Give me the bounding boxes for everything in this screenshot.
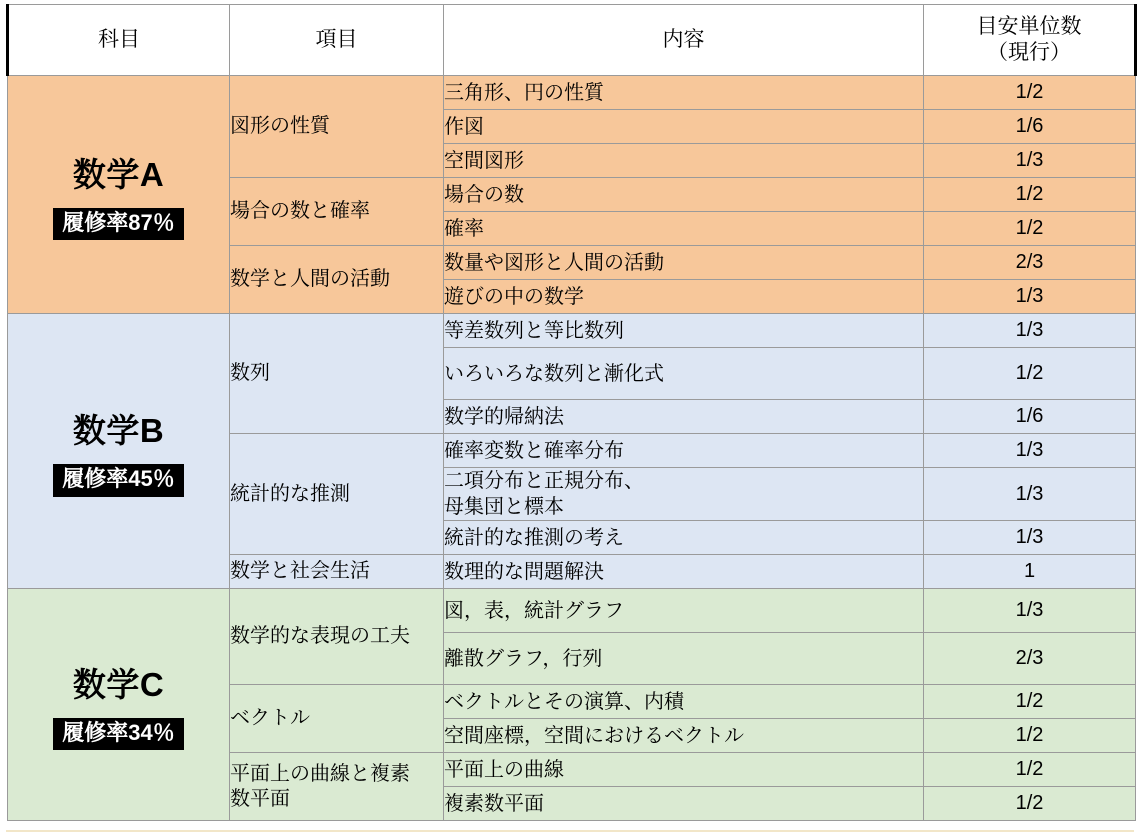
enrollment-rate-badge: 履修率45％ (53, 464, 183, 496)
curriculum-sheet (0, 4, 1140, 835)
credits-cell: 1/3 (924, 521, 1136, 555)
item-cell: 平面上の曲線と複素 数平面 (230, 753, 444, 821)
subject-name: 数学A (72, 155, 165, 193)
content-cell: 遊びの中の数学 (444, 280, 924, 314)
content-cell: 数理的な問題解決 (444, 555, 924, 589)
credits-cell: 1/2 (924, 178, 1136, 212)
credits-cell: 1/2 (924, 348, 1136, 400)
credits-cell: 2/3 (924, 633, 1136, 685)
header-subject: 科目 (8, 5, 230, 76)
content-cell: 平面上の曲線 (444, 753, 924, 787)
table-header (8, 5, 1136, 76)
item-cell: 数学と社会生活 (230, 555, 444, 589)
credits-cell: 2/3 (924, 246, 1136, 280)
credits-cell: 1/2 (924, 212, 1136, 246)
item-cell: 場合の数と確率 (230, 178, 444, 246)
bottom-rule (6, 830, 1134, 832)
item-cell: 統計的な推測 (230, 434, 444, 555)
content-cell: 確率変数と確率分布 (444, 434, 924, 468)
credits-cell: 1/2 (924, 753, 1136, 787)
content-cell: 作図 (444, 110, 924, 144)
header-item: 項目 (230, 5, 444, 76)
item-cell: ベクトル (230, 685, 444, 753)
content-cell: 等差数列と等比数列 (444, 314, 924, 348)
credits-cell: 1/3 (924, 468, 1136, 521)
content-cell: 空間図形 (444, 144, 924, 178)
content-cell: 複素数平面 (444, 787, 924, 821)
header-content: 内容 (444, 5, 924, 76)
content-cell: 確率 (444, 212, 924, 246)
content-cell: ベクトルとその演算、内積 (444, 685, 924, 719)
content-cell: 空間座標，空間におけるベクトル (444, 719, 924, 753)
credits-cell: 1/3 (924, 589, 1136, 633)
credits-cell: 1/2 (924, 719, 1136, 753)
credits-cell: 1/6 (924, 110, 1136, 144)
table-row (8, 76, 1136, 110)
content-cell: 統計的な推測の考え (444, 521, 924, 555)
content-cell: 場合の数 (444, 178, 924, 212)
header-credits (924, 5, 1136, 76)
credits-cell: 1/2 (924, 787, 1136, 821)
item-cell: 数学的な表現の工夫 (230, 589, 444, 685)
credits-cell: 1/6 (924, 400, 1136, 434)
subject-name: 数学C (72, 665, 165, 703)
table-row (8, 589, 1136, 633)
subject-name: 数学B (72, 412, 165, 450)
item-cell: 数列 (230, 314, 444, 434)
table-row (8, 314, 1136, 348)
header-row (8, 5, 1136, 76)
enrollment-rate-badge: 履修率87％ (53, 208, 183, 240)
content-cell: 二項分布と正規分布、 母集団と標本 (444, 468, 924, 521)
table-body (8, 76, 1136, 821)
content-cell: 数量や図形と人間の活動 (444, 246, 924, 280)
content-cell: 離散グラフ，行列 (444, 633, 924, 685)
credits-cell: 1/3 (924, 280, 1136, 314)
credits-cell: 1/3 (924, 314, 1136, 348)
content-cell: 数学的帰納法 (444, 400, 924, 434)
subject-cell (8, 76, 230, 314)
content-cell: 図，表，統計グラフ (444, 589, 924, 633)
credits-cell: 1 (924, 555, 1136, 589)
header-credits-line2: （現行） (987, 41, 1071, 64)
content-cell: いろいろな数列と漸化式 (444, 348, 924, 400)
curriculum-table (6, 4, 1137, 821)
enrollment-rate-badge: 履修率34％ (53, 718, 183, 750)
item-cell: 図形の性質 (230, 76, 444, 178)
content-cell: 三角形、円の性質 (444, 76, 924, 110)
credits-cell: 1/3 (924, 434, 1136, 468)
header-credits-line1: 目安単位数 (976, 14, 1082, 38)
credits-cell: 1/2 (924, 685, 1136, 719)
subject-cell (8, 589, 230, 821)
credits-cell: 1/2 (924, 76, 1136, 110)
subject-cell (8, 314, 230, 589)
credits-cell: 1/3 (924, 144, 1136, 178)
item-cell: 数学と人間の活動 (230, 246, 444, 314)
